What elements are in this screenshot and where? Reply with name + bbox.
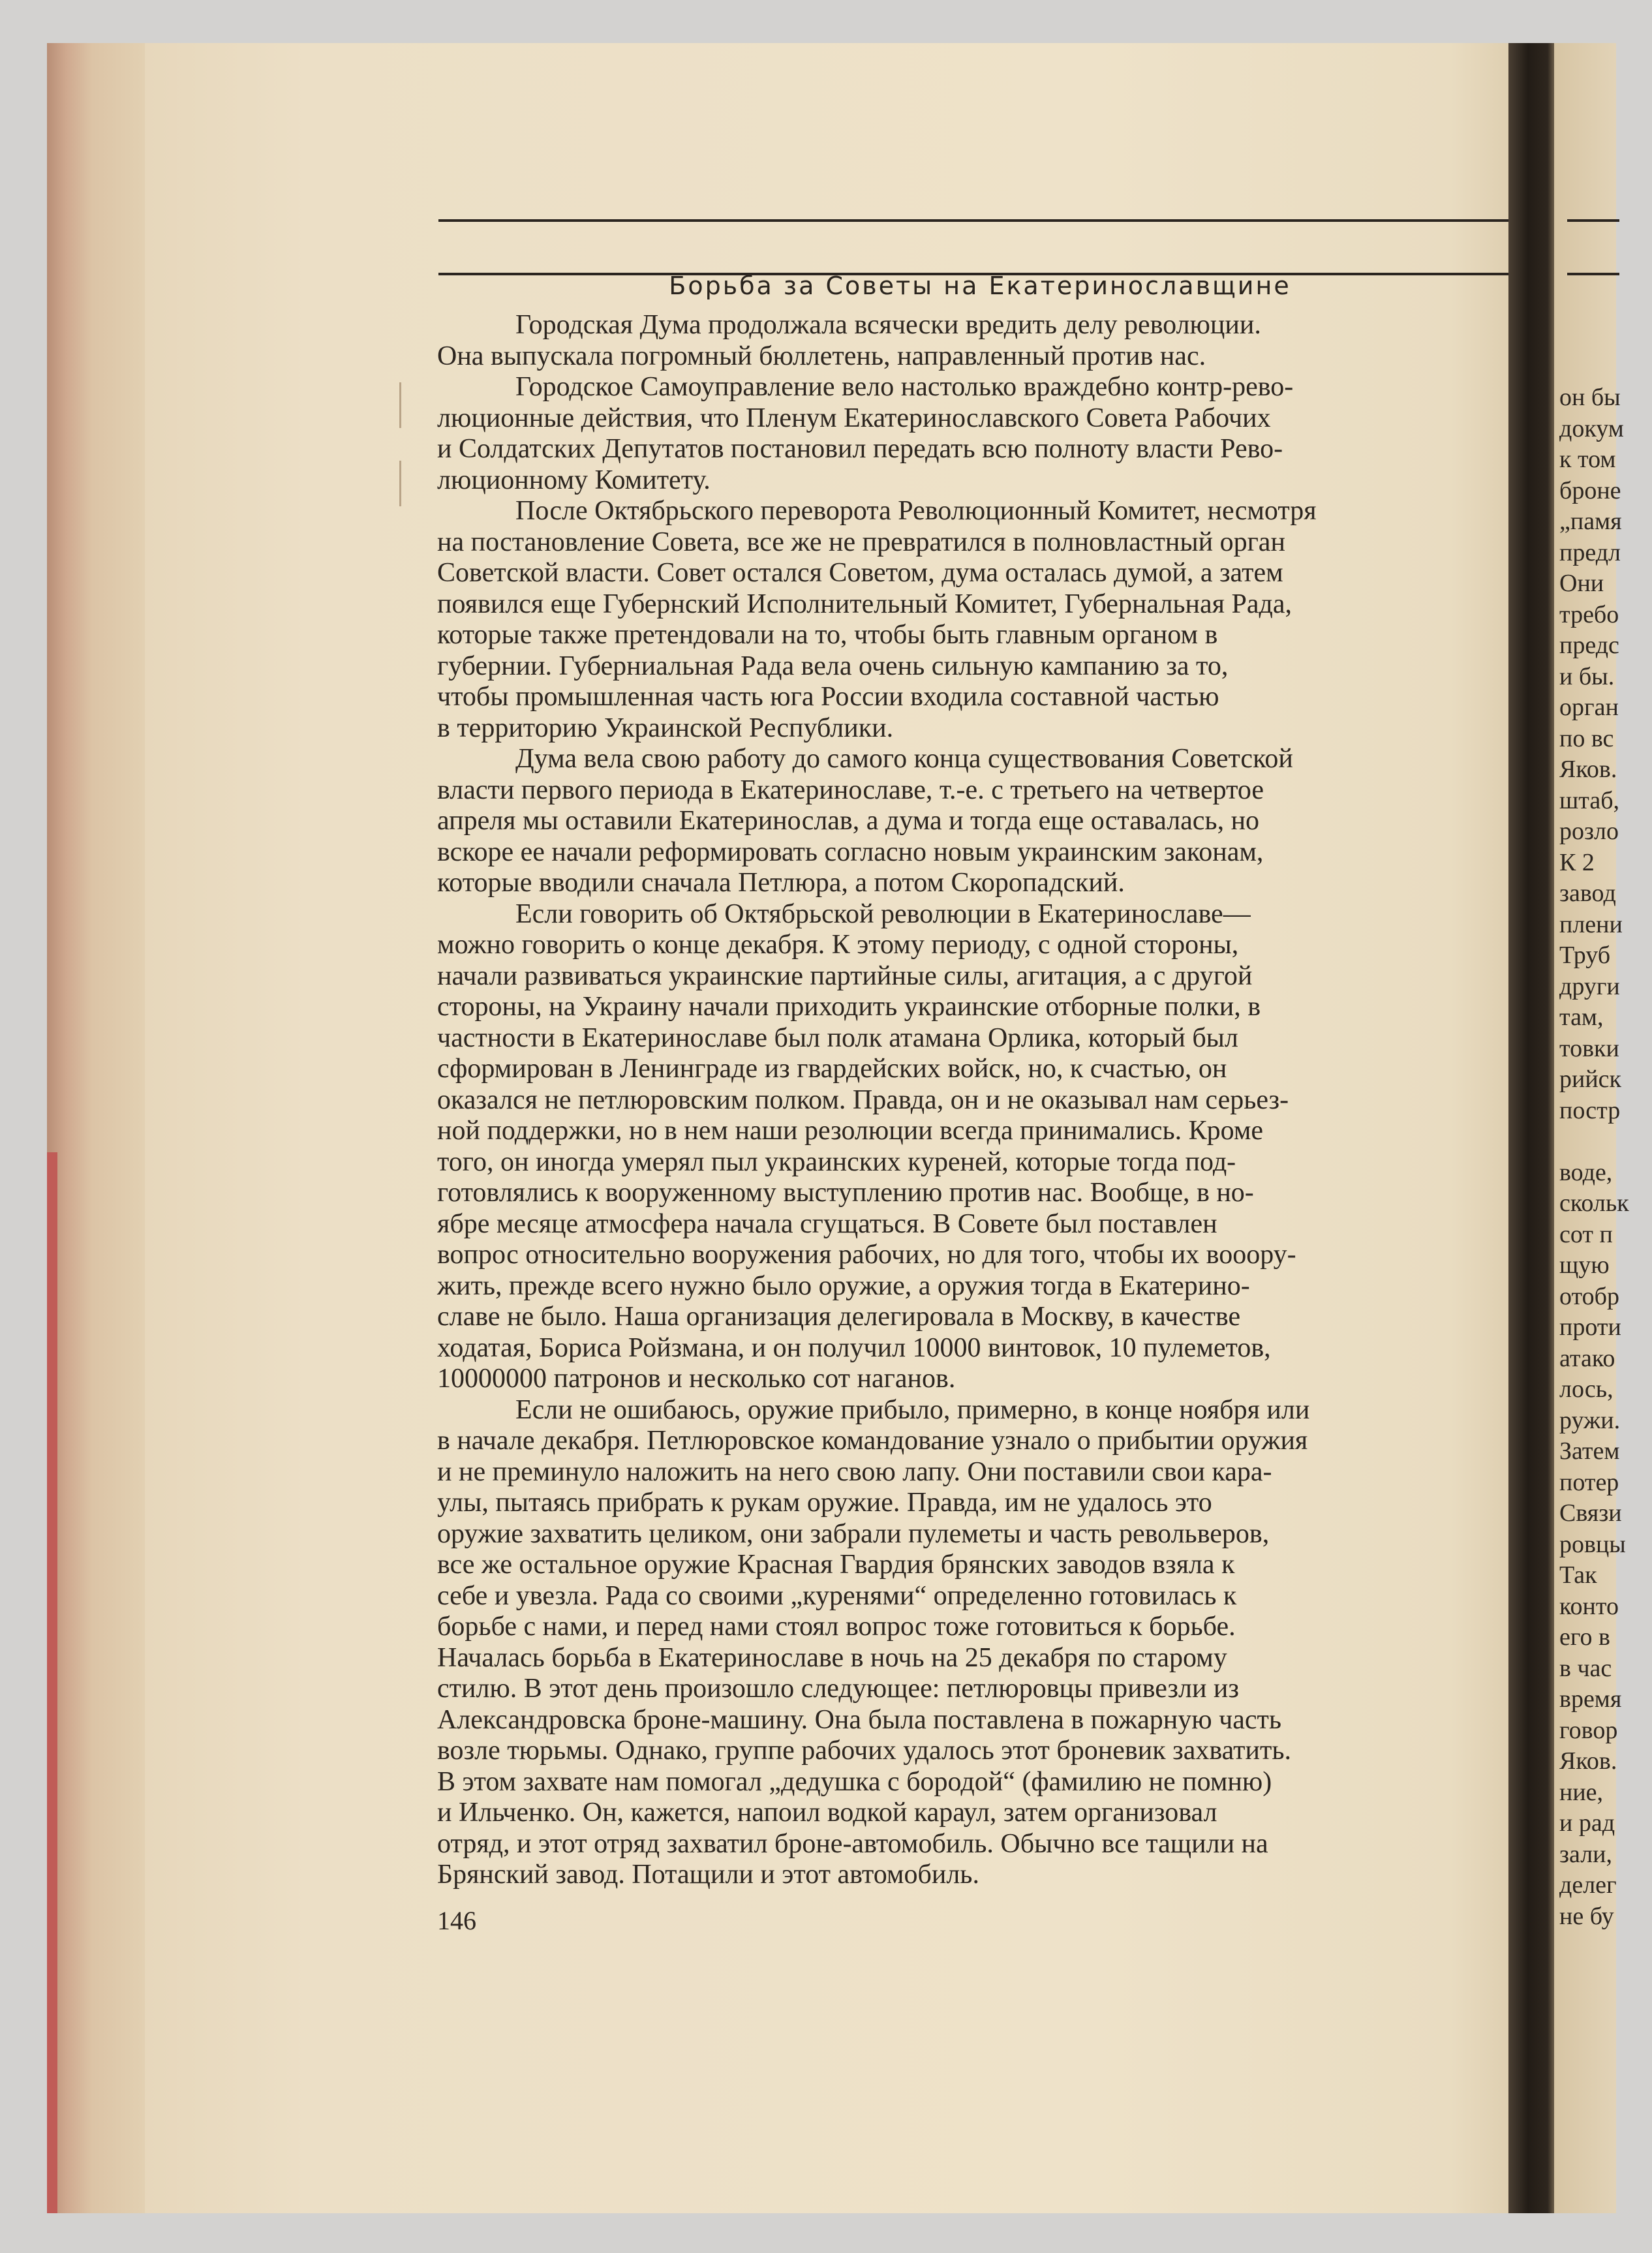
- text-line: Если не ошибаюсь, оружие прибыло, примерно, в конце ноября или: [515, 1394, 1310, 1425]
- facing-text-line: ружи.: [1559, 1406, 1621, 1434]
- facing-text-line: и бы.: [1559, 662, 1615, 690]
- text-line: себе и увезла. Рада со своими „куренями“ определенно готовилась к: [437, 1580, 1237, 1611]
- text-line: ябре месяце атмосфера начала сгущаться. В Совете был поставлен: [437, 1208, 1217, 1239]
- text-line: Она выпускала погромный бюллетень, направленный против нас.: [437, 341, 1206, 371]
- facing-text-line: розло: [1559, 818, 1619, 845]
- text-line: В этом захвате нам помогал „дедушка с бородой“ (фамилию не помню): [437, 1766, 1272, 1797]
- facing-text-line: время: [1559, 1685, 1622, 1713]
- facing-text-line: в час: [1559, 1654, 1612, 1682]
- facing-text-line: ровцы: [1559, 1530, 1626, 1558]
- book-page: [47, 43, 1629, 2213]
- facing-text-line: там,: [1559, 1004, 1604, 1031]
- text-line: апреля мы оставили Екатеринослав, а дума и тогда еще оставалась, но: [437, 806, 1260, 836]
- facing-page-text: [1559, 382, 1638, 1932]
- text-line: и не преминуло наложить на него свою лапу. Они поставили свои кара-: [437, 1456, 1272, 1487]
- cover-edge: [47, 1152, 57, 2213]
- facing-text-line: Труб: [1559, 942, 1611, 969]
- facing-header-rule-top: [1567, 219, 1619, 222]
- text-line: стилю. В этот день произошло следующее: петлюровцы привезли из: [437, 1674, 1239, 1704]
- facing-text-line: отобр: [1559, 1282, 1619, 1310]
- facing-text-line: скольк: [1559, 1189, 1629, 1217]
- text-line: и Солдатских Депутатов постановил передать всю полноту власти Рево-: [437, 434, 1283, 464]
- text-line: сформирован в Ленинграде из гвардейских войск, но, к счастью, он: [437, 1054, 1227, 1084]
- text-line: в территорию Украинской Республики.: [437, 713, 894, 743]
- facing-text-line: атако: [1559, 1344, 1615, 1372]
- facing-text-line: зали,: [1559, 1840, 1613, 1868]
- facing-text-line: Связи: [1559, 1499, 1622, 1527]
- text-line: Городская Дума продолжала всячески вредить делу революции.: [515, 310, 1261, 340]
- text-line: вопрос относительно вооружения рабочих, но для того, чтобы их вооору-: [437, 1240, 1296, 1270]
- text-line: люционные действия, что Пленум Екатеринославского Совета Рабочих: [437, 403, 1271, 433]
- header-rule-top: [438, 219, 1508, 222]
- facing-text-line: проти: [1559, 1313, 1621, 1341]
- text-line: ной поддержки, но в нем наши резолюции всегда принимались. Кроме: [437, 1116, 1264, 1146]
- header-rule-bottom: [438, 273, 1508, 275]
- text-line: власти первого периода в Екатеринославе, т.-е. с третьего на четвертое: [437, 774, 1264, 805]
- text-line: начали развиваться украинские партийные силы, агитация, а с другой: [437, 960, 1253, 991]
- facing-text-line: К 2: [1559, 848, 1595, 876]
- text-line: которые вводили сначала Петлюра, а потом Скоропадский.: [437, 868, 1125, 898]
- page-edge: [47, 43, 145, 2213]
- running-header: Борьба за Советы на Екатеринославщине: [669, 271, 1291, 300]
- facing-text-line: Затем: [1559, 1437, 1620, 1465]
- facing-text-line: други: [1559, 972, 1620, 1000]
- text-line: готовлялись к вооруженному выступлению против нас. Вообще, в но-: [437, 1178, 1254, 1208]
- facing-text-line: воде,: [1559, 1158, 1613, 1186]
- text-line: люционному Комитету.: [437, 465, 711, 495]
- text-line: Брянский завод. Потащили и этот автомобиль.: [437, 1860, 979, 1890]
- text-line: Советской власти. Совет остался Советом, дума осталась думой, а затем: [437, 558, 1283, 588]
- text-line: вскоре ее начали реформировать согласно новым украинским законам,: [437, 836, 1264, 867]
- facing-text-line: по вс: [1559, 724, 1614, 752]
- facing-text-line: предл: [1559, 538, 1621, 566]
- facing-text-line: лось,: [1559, 1375, 1614, 1403]
- text-line: которые также претендовали на то, чтобы быть главным органом в: [437, 620, 1218, 650]
- facing-text-line: говор: [1559, 1716, 1618, 1744]
- text-line: можно говорить о конце декабря. К этому периоду, с одной стороны,: [437, 930, 1239, 960]
- text-line: ходатая, Бориса Ройзмана, и он получил 10000 винтовок, 10 пулеметов,: [437, 1332, 1271, 1363]
- text-line: оружие захватить целиком, они забрали пулеметы и часть револьверов,: [437, 1518, 1270, 1549]
- facing-text-line: делег: [1559, 1871, 1617, 1899]
- facing-text-line: штаб,: [1559, 786, 1620, 814]
- margin-pencil-mark: [399, 461, 401, 506]
- facing-text-line: Яков.: [1559, 756, 1617, 783]
- text-line: все же остальное оружие Красная Гвардия брянских заводов взяла к: [437, 1550, 1235, 1580]
- text-line: возле тюрьмы. Однако, группе рабочих удалось этот броневик захватить.: [437, 1736, 1292, 1766]
- facing-text-line: конто: [1559, 1592, 1619, 1620]
- text-line: жить, прежде всего нужно было оружие, а оружия тогда в Екатерино-: [437, 1270, 1250, 1301]
- facing-text-line: предс: [1559, 632, 1619, 659]
- text-line: стороны, на Украину начали приходить украинские отборные полки, в: [437, 992, 1261, 1022]
- text-line: отряд, и этот отряд захватил броне-автомобиль. Обычно все тащили на: [437, 1828, 1268, 1859]
- text-line: 10000000 патронов и несколько сот наганов.: [437, 1364, 956, 1394]
- text-line: в начале декабря. Петлюровское командование узнало о прибытии оружия: [437, 1426, 1308, 1456]
- facing-text-line: не бу: [1559, 1902, 1614, 1930]
- text-line: частности в Екатеринославе был полк атамана Орлика, который был: [437, 1022, 1238, 1053]
- facing-text-line: ние,: [1559, 1778, 1604, 1806]
- facing-text-line: докум: [1559, 414, 1624, 442]
- facing-text-line: орган: [1559, 694, 1619, 721]
- text-line: и Ильченко. Он, кажется, напоил водкой караул, затем организовал: [437, 1798, 1217, 1828]
- facing-text-line: завод: [1559, 880, 1616, 907]
- facing-text-line: постр: [1559, 1096, 1621, 1124]
- facing-text-line: сот п: [1559, 1220, 1613, 1248]
- facing-text-line: [1559, 1126, 1638, 1157]
- book-gutter: [1508, 43, 1554, 2213]
- facing-page: [1554, 43, 1629, 2213]
- page-number: 146: [437, 1906, 476, 1935]
- text-line: Началась борьба в Екатеринославе в ночь на 25 декабря по старому: [437, 1642, 1227, 1673]
- facing-text-line: и рад: [1559, 1809, 1615, 1837]
- body-text: [437, 310, 1533, 1891]
- text-line: появился еще Губернский Исполнительный Комитет, Губернальная Рада,: [437, 589, 1292, 619]
- facing-text-line: его в: [1559, 1623, 1610, 1651]
- text-line: улы, пытаясь прибрать к рукам оружие. Правда, им не удалось это: [437, 1488, 1212, 1518]
- facing-text-line: щую: [1559, 1251, 1610, 1279]
- text-line: После Октябрьского переворота Революционный Комитет, несмотря: [515, 496, 1317, 526]
- text-line: борьбе с нами, и перед нами стоял вопрос тоже готовиться к борьбе.: [437, 1612, 1236, 1642]
- facing-header-rule-bottom: [1567, 273, 1619, 275]
- facing-text-line: он бы: [1559, 384, 1621, 411]
- text-line: чтобы промышленная часть юга России входила составной частью: [437, 682, 1219, 712]
- facing-text-line: Они: [1559, 570, 1604, 597]
- facing-text-line: Яков.: [1559, 1747, 1617, 1775]
- text-line: Городское Самоуправление вело настолько враждебно контр-рево-: [515, 372, 1294, 402]
- text-line: губернии. Губерниальная Рада вела очень сильную кампанию за то,: [437, 651, 1229, 681]
- facing-text-line: Так: [1559, 1561, 1597, 1589]
- facing-text-line: рийск: [1559, 1065, 1621, 1093]
- facing-text-line: „памя: [1559, 508, 1622, 535]
- facing-text-line: товки: [1559, 1034, 1619, 1062]
- facing-text-line: плени: [1559, 910, 1623, 938]
- facing-text-line: к том: [1559, 446, 1616, 473]
- text-line: того, он иногда умерял пыл украинских куреней, которые тогда под-: [437, 1146, 1236, 1177]
- facing-text-line: требо: [1559, 600, 1619, 628]
- text-line: Если говорить об Октябрьской революции в Екатеринославе—: [515, 898, 1251, 929]
- text-line: Александровска броне-машину. Она была поставлена в пожарную часть: [437, 1704, 1282, 1735]
- facing-text-line: броне: [1559, 476, 1621, 504]
- margin-pencil-mark: [399, 382, 401, 428]
- text-line: на постановление Совета, все же не превратился в полновластный орган: [437, 527, 1285, 557]
- text-line: Дума вела свою работу до самого конца существования Советской: [515, 744, 1293, 774]
- text-line: оказался не петлюровским полком. Правда, он и не оказывал нам серьез-: [437, 1084, 1289, 1115]
- text-line: славе не было. Наша организация делегировала в Москву, в качестве: [437, 1302, 1241, 1332]
- facing-text-line: потер: [1559, 1468, 1619, 1496]
